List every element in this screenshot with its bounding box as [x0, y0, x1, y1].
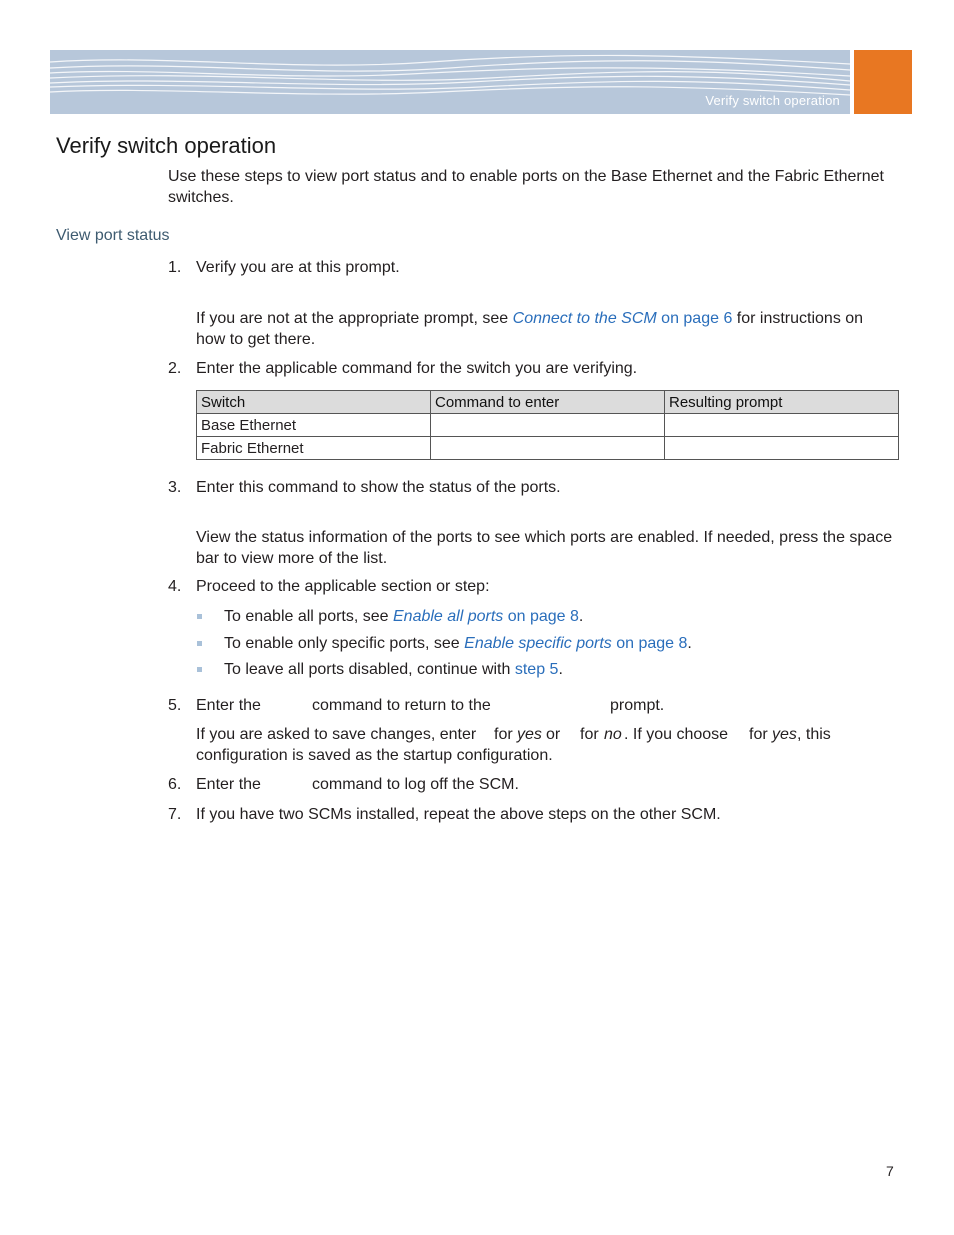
step-5-text-c: prompt.: [610, 697, 665, 714]
step-5-number: 5.: [168, 697, 182, 714]
table-header-cell: Command to enter: [431, 391, 665, 414]
header-color-tab: [854, 50, 912, 114]
step-4-text: Proceed to the applicable section or step:: [196, 578, 490, 595]
bullet-enable-all: To enable all ports, see Enable all ports on page 8.: [224, 608, 584, 625]
page-8-link[interactable]: on page 8: [503, 608, 579, 625]
running-header-title: Verify switch operation: [705, 93, 840, 108]
step-5-note-b: for: [494, 726, 513, 743]
table-header-cell: Resulting prompt: [665, 391, 899, 414]
step-6-text-a: Enter the: [196, 776, 261, 793]
table-cell: Fabric Ethernet: [197, 437, 431, 460]
step-5-note-h: configuration is saved as the startup configuration.: [196, 747, 553, 764]
step-5-note-a: If you are asked to save changes, enter: [196, 726, 477, 743]
step-3-text: Enter this command to show the status of the ports.: [196, 479, 561, 496]
page-8-link[interactable]: on page 8: [611, 635, 688, 652]
step-5-text-a: Enter the: [196, 697, 261, 714]
header-band: [50, 50, 850, 114]
bullet-marker: [197, 614, 202, 619]
step-1-text: Verify you are at this prompt.: [196, 259, 400, 276]
step-2-number: 2.: [168, 360, 182, 377]
table-row: [197, 414, 899, 437]
page-number: 7: [886, 1163, 894, 1179]
table-cell: Base Ethernet: [197, 414, 431, 437]
step-5-note-no: no: [604, 726, 622, 743]
step-1-note: [196, 308, 896, 350]
step-5-text-b: command to return to the: [312, 697, 491, 714]
enable-all-ports-link[interactable]: Enable all ports: [393, 608, 504, 625]
step-7-number: 7.: [168, 806, 182, 823]
bullet-leave-disabled: To leave all ports disabled, continue with step 5.: [224, 661, 563, 678]
table-header-cell: Switch: [197, 391, 431, 414]
step-6-number: 6.: [168, 776, 182, 793]
step-5-note-yes: yes: [517, 726, 542, 743]
table-cell: [665, 414, 899, 437]
table-cell: [431, 414, 665, 437]
step-5-note-g: , this: [797, 726, 831, 743]
table-cell: [431, 437, 665, 460]
step-5-note-d: for: [580, 726, 599, 743]
step-1-note-pre: If you are not at the appropriate prompt, see: [196, 310, 513, 327]
bullet-marker: [197, 667, 202, 672]
enable-specific-ports-link[interactable]: Enable specific ports: [464, 635, 612, 652]
step-3-number: 3.: [168, 479, 182, 496]
step-2-text: Enter the applicable command for the switch you are verifying.: [196, 360, 638, 377]
step-1-number: 1.: [168, 259, 182, 276]
intro-paragraph: Use these steps to view port status and to enable ports on the Base Ethernet and the Fabric Ethernet switches.: [168, 168, 884, 206]
step-7-text: If you have two SCMs installed, repeat the above steps on the other SCM.: [196, 806, 721, 823]
step-1-note-post: for instructions on how to get there.: [196, 310, 864, 348]
bullet-marker: [197, 641, 202, 646]
switch-command-table: [196, 390, 899, 460]
step-3-note: View the status information of the ports to see which ports are enabled. If needed, press the space bar to view more of the list.: [196, 529, 893, 567]
step-5-note-yes-2: yes: [772, 726, 797, 743]
step-4-number: 4.: [168, 578, 182, 595]
step-5-note-e: . If you choose: [624, 726, 729, 743]
table-cell: [665, 437, 899, 460]
table-header-row: [197, 391, 899, 414]
bullet-enable-specific: To enable only specific ports, see Enable specific ports on page 8.: [224, 635, 692, 652]
step-5-note-f: for: [749, 726, 768, 743]
step-5-note-c: or: [546, 726, 561, 743]
page-6-link[interactable]: on page 6: [656, 310, 733, 327]
section-heading: View port status: [56, 227, 170, 244]
connect-to-scm-link[interactable]: Connect to the SCM: [512, 310, 657, 327]
page-title: Verify switch operation: [56, 133, 277, 158]
step-6-text-b: command to log off the SCM.: [312, 776, 519, 793]
step-5-link[interactable]: step 5: [514, 661, 559, 678]
table-row: [197, 437, 899, 460]
